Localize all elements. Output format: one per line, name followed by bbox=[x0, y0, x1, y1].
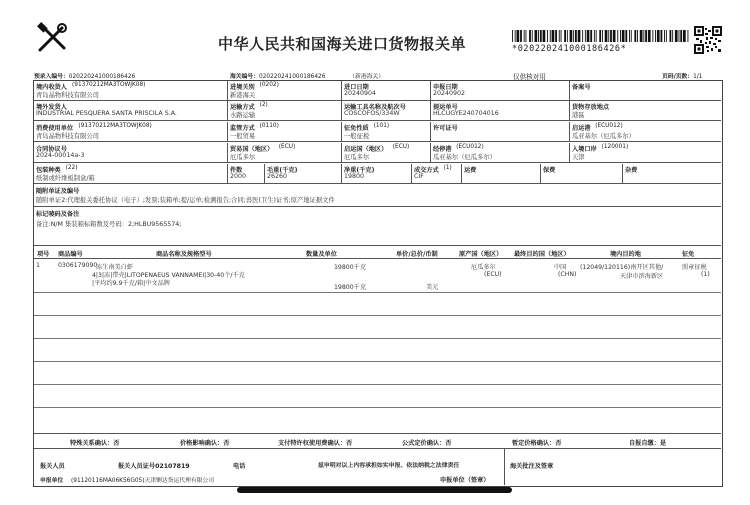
field-r5-2 bbox=[265, 164, 342, 184]
barcode-bar bbox=[643, 30, 644, 42]
pre-entry-value: 020220241000186426 bbox=[68, 74, 136, 80]
field-value: COSCOFOS/334W bbox=[344, 110, 400, 117]
barcode-bar bbox=[587, 30, 590, 42]
goods-commodity-code: 0306179090 bbox=[58, 262, 98, 269]
field-label: 启运国（地区） bbox=[344, 146, 388, 153]
barcode-bar bbox=[555, 30, 557, 42]
barcode-bar bbox=[637, 30, 638, 42]
field-code: (91370212MA3TOWJK08) bbox=[78, 123, 152, 129]
barcode-bar bbox=[640, 30, 643, 42]
goods-quantity-1: 19800千克 bbox=[334, 264, 367, 271]
field-label: 合同协议号 bbox=[36, 146, 67, 153]
goods-table-header bbox=[34, 246, 721, 259]
barcode-bar bbox=[540, 30, 542, 42]
field-r5-1 bbox=[228, 164, 265, 184]
field-r1-4 bbox=[570, 81, 721, 101]
field-r1-3 bbox=[431, 81, 570, 101]
barcode-bar bbox=[532, 30, 533, 42]
field-code: (120001) bbox=[601, 144, 629, 150]
col-item-no: 项号 bbox=[37, 251, 50, 258]
phone-label: 电话 bbox=[233, 463, 246, 470]
horizontal-scrollbar[interactable] bbox=[237, 487, 512, 493]
barcode-bar bbox=[629, 30, 630, 42]
field-value: 19800 bbox=[344, 173, 365, 180]
col-commodity-name: 商品名称及规格型号 bbox=[156, 251, 212, 258]
goods-currency: 美元 bbox=[426, 284, 439, 291]
confirmation-row bbox=[34, 433, 721, 449]
barcode-bar bbox=[524, 30, 525, 42]
col-commodity-code: 商品编号 bbox=[58, 251, 83, 258]
field-label: 运费 bbox=[464, 167, 477, 174]
field-value: 新港海关 bbox=[230, 92, 256, 99]
qr-code-icon bbox=[694, 26, 722, 54]
barcode-bar bbox=[543, 30, 546, 42]
customs-number bbox=[230, 71, 384, 80]
field-code: (0110) bbox=[259, 123, 279, 129]
barcode-bar bbox=[652, 30, 653, 42]
field-code: (1) bbox=[443, 165, 452, 171]
declaration-statement: 兹申明对以上内容承担如实申报、依法纳税之法律责任 bbox=[318, 463, 460, 469]
barcode-bar bbox=[670, 30, 672, 42]
document-title: 中华人民共和国海关进口货物报关单 bbox=[218, 35, 467, 53]
barcode-bar bbox=[664, 30, 665, 42]
goods-item-no: 1 bbox=[36, 262, 40, 269]
field-r5-6 bbox=[541, 164, 623, 184]
field-r3-3 bbox=[431, 122, 570, 142]
field-value: 厄瓜多尔 bbox=[230, 154, 256, 161]
goods-row-line bbox=[34, 315, 721, 316]
goods-origin-code: (ECU) bbox=[484, 271, 502, 278]
field-label: 包装种类 bbox=[36, 167, 61, 174]
field-value: HLCUGYE240704016 bbox=[433, 110, 499, 117]
field-r1-1 bbox=[228, 81, 342, 101]
field-label: 毛重(千克) bbox=[267, 167, 298, 174]
barcode-bar bbox=[657, 30, 660, 42]
field-value: 青岛晶物科技有限公司 bbox=[36, 133, 99, 140]
declaring-unit-seal: 申报单位（签章） bbox=[440, 477, 490, 484]
field-r5-3 bbox=[342, 164, 412, 184]
field-r3-4 bbox=[570, 122, 721, 142]
field-code: (101) bbox=[373, 123, 390, 129]
field-r4-3 bbox=[431, 143, 570, 163]
field-label: 经停港 bbox=[433, 146, 452, 153]
footer-divider bbox=[504, 448, 505, 485]
field-label: 许可证号 bbox=[433, 125, 458, 132]
field-value: 纸制或纤维板制盒/箱 bbox=[36, 175, 95, 182]
declaring-unit-label: 申报单位 bbox=[40, 478, 64, 484]
price-influence-confirm: 价格影响确认：否 bbox=[180, 440, 230, 447]
barcode-bar bbox=[672, 30, 673, 42]
goods-tax-mode: 照章征税 bbox=[682, 264, 707, 271]
barcode-bar bbox=[645, 30, 647, 42]
field-r5-4 bbox=[412, 164, 462, 184]
col-tax: 征免 bbox=[682, 251, 695, 258]
marks-remarks-label: 标记唛码及备注 bbox=[36, 211, 80, 218]
formula-pricing-confirm: 公式定价确认：否 bbox=[402, 440, 452, 447]
goods-name-line: 冻生南美白虾 bbox=[96, 264, 134, 271]
field-label: 启运港 bbox=[572, 125, 591, 132]
barcode-bar bbox=[515, 30, 516, 42]
barcode-bar bbox=[622, 30, 625, 42]
barcode-bar bbox=[596, 30, 597, 42]
declarant-cert-number: 报关人员证号02107819 bbox=[118, 463, 190, 470]
barcode-bar bbox=[634, 30, 636, 42]
field-value: 20240902 bbox=[433, 90, 466, 97]
barcode-image bbox=[512, 30, 690, 42]
barcode-bar bbox=[680, 30, 682, 42]
barcode-bar bbox=[683, 30, 686, 42]
barcode-bar bbox=[608, 30, 609, 42]
goods-row bbox=[34, 259, 721, 292]
field-label: 运输方式 bbox=[230, 104, 255, 111]
field-r2-3 bbox=[431, 101, 570, 121]
field-r3-1 bbox=[228, 122, 342, 142]
field-value: 20240904 bbox=[344, 90, 377, 97]
barcode-bar bbox=[570, 30, 573, 42]
field-r3-2 bbox=[342, 122, 431, 142]
barcode-bar bbox=[675, 30, 678, 42]
field-label: 保费 bbox=[543, 167, 556, 174]
page-label: 页码/页数： bbox=[662, 74, 694, 80]
customs-office-name: （新港海关） bbox=[349, 74, 385, 80]
col-price: 单价/总价/币制 bbox=[396, 251, 438, 258]
field-label: 净重(千克) bbox=[344, 167, 375, 174]
goods-domestic-destination: (12049/120116)南开区其他/ bbox=[580, 264, 664, 271]
field-r4-1 bbox=[228, 143, 342, 163]
special-relationship-confirm: 特殊关系确认：否 bbox=[70, 440, 120, 447]
barcode-bar bbox=[613, 30, 616, 42]
field-code: (2) bbox=[259, 102, 268, 108]
barcode-bar bbox=[520, 30, 522, 42]
barcode-bar bbox=[594, 30, 595, 42]
goods-domestic-destination-2: 天津市滨海新区 bbox=[620, 273, 664, 280]
field-r2-4 bbox=[570, 101, 721, 121]
barcode-bar bbox=[599, 30, 601, 42]
page-number bbox=[662, 71, 702, 80]
page-value: 1/1 bbox=[693, 74, 703, 80]
goods-row-line bbox=[34, 361, 721, 362]
field-label: 备案号 bbox=[572, 84, 591, 91]
field-label: 运输工具名称及航次号 bbox=[344, 104, 406, 111]
field-label: 杂费 bbox=[625, 167, 638, 174]
barcode-bar bbox=[617, 30, 618, 42]
barcode-bar bbox=[575, 30, 577, 42]
marks-remarks-cell bbox=[34, 207, 721, 246]
field-r4-4 bbox=[570, 143, 721, 163]
field-r5-0 bbox=[34, 164, 228, 184]
field-label: 征免性质 bbox=[344, 125, 369, 132]
col-destination: 最终目的国（地区） bbox=[514, 251, 570, 258]
barcode-bar bbox=[561, 30, 562, 42]
barcode-bar bbox=[550, 30, 551, 42]
customs-emblem-icon bbox=[34, 20, 70, 56]
goods-row-line bbox=[34, 384, 721, 385]
field-code: (91370212MA3TOWJK08) bbox=[72, 82, 146, 88]
field-label: 成交方式 bbox=[414, 167, 439, 174]
goods-row-line bbox=[34, 338, 721, 339]
barcode-bar bbox=[517, 30, 520, 42]
barcode-bar bbox=[547, 30, 548, 42]
declaring-unit-value: (91120116MA06K56G05)天津铡达货运代理有限公司 bbox=[71, 478, 215, 484]
field-label: 货物存放地点 bbox=[572, 104, 610, 111]
field-value: 港區 bbox=[572, 112, 585, 119]
field-value: 厄瓜多尔 bbox=[344, 154, 370, 161]
customs-number-label: 海关编号： bbox=[230, 74, 259, 80]
customs-number-value: 020220241000186426 bbox=[259, 74, 326, 80]
barcode-bar bbox=[567, 30, 568, 42]
verification-note: 仅供核对用 bbox=[513, 73, 546, 81]
field-code: (ECU012) bbox=[456, 144, 484, 150]
field-label: 进境关别 bbox=[230, 84, 255, 91]
goods-destination-code: (CHN) bbox=[558, 271, 577, 278]
barcode-bar bbox=[666, 30, 667, 42]
provisional-price-confirm: 暂定价格确认：否 bbox=[512, 440, 562, 447]
barcode-bar bbox=[688, 30, 689, 42]
barcode-bar bbox=[552, 30, 555, 42]
field-r3-0 bbox=[34, 122, 228, 142]
field-label: 境内收货人 bbox=[36, 84, 67, 91]
field-r2-1 bbox=[228, 101, 342, 121]
field-r4-0 bbox=[34, 143, 228, 163]
royalty-confirm: 支付特许权使用费确认：否 bbox=[278, 440, 353, 447]
field-r1-0 bbox=[34, 81, 228, 101]
field-value: 天津 bbox=[572, 154, 585, 161]
barcode-bar bbox=[538, 30, 539, 42]
marks-remarks-value: 备注:N/M 集装箱标箱数及号码：2;HLBU9565574; bbox=[36, 221, 182, 228]
barcode-bar bbox=[578, 30, 581, 42]
barcode-bar bbox=[655, 30, 656, 42]
field-value: INDUSTRIAL PESQUERA SANTA PRISCILA S.A. bbox=[36, 110, 177, 117]
barcode-bar bbox=[585, 30, 586, 42]
field-value: 2024-00014a-3 bbox=[36, 152, 85, 159]
barcode-bar bbox=[661, 30, 663, 42]
barcode-bar bbox=[648, 30, 651, 42]
field-label: 件数 bbox=[230, 167, 243, 174]
customs-remark-label: 海关批注及签章 bbox=[510, 463, 554, 470]
field-r2-0 bbox=[34, 101, 228, 121]
field-r4-2 bbox=[342, 143, 431, 163]
barcode-bar bbox=[610, 30, 612, 42]
attached-documents-label: 随附单证及编号 bbox=[36, 188, 80, 195]
barcode-bar bbox=[526, 30, 527, 42]
barcode-bar bbox=[582, 30, 583, 42]
goods-name-line: |平均约9.9千克/箱|中文品牌 bbox=[92, 280, 170, 287]
barcode-bar bbox=[679, 30, 680, 42]
field-value: CIF bbox=[414, 173, 424, 180]
field-label: 申报日期 bbox=[433, 84, 458, 91]
goods-destination: 中国 bbox=[554, 264, 567, 271]
field-r5-7 bbox=[623, 164, 721, 184]
field-label: 境外发货人 bbox=[36, 104, 67, 111]
barcode-bar bbox=[605, 30, 608, 42]
field-label: 消费使用单位 bbox=[36, 125, 74, 132]
field-value: 瓜亚基尔（厄瓜多尔） bbox=[433, 154, 496, 161]
field-r2-2 bbox=[342, 101, 431, 121]
field-code: (ECU012) bbox=[595, 123, 623, 129]
field-label: 监管方式 bbox=[230, 125, 255, 132]
field-value: 一般贸易 bbox=[230, 133, 256, 140]
goods-name-line: 4|3|冻|带壳|LITOPENAEUS VANNAMEI|30-40个/千克 bbox=[92, 272, 245, 279]
col-origin: 原产国（地区） bbox=[459, 251, 503, 258]
barcode-bar bbox=[631, 30, 632, 42]
goods-tax-code: (1) bbox=[701, 271, 710, 278]
field-value: 瓜亚基尔（厄瓜多尔） bbox=[572, 133, 635, 140]
attached-documents-cell bbox=[34, 184, 721, 207]
barcode-bar bbox=[625, 30, 627, 42]
field-label: 进口日期 bbox=[344, 84, 369, 91]
pre-entry-number bbox=[34, 71, 135, 80]
barcode-bar bbox=[529, 30, 531, 42]
field-label: 入境口岸 bbox=[572, 146, 597, 153]
field-code: (ECU) bbox=[392, 144, 410, 150]
field-value: 26260 bbox=[267, 173, 288, 180]
declarant-label: 报关人员 bbox=[40, 463, 65, 470]
field-r1-2 bbox=[342, 81, 431, 101]
field-r5-5 bbox=[462, 164, 541, 184]
barcode-bar bbox=[573, 30, 574, 42]
barcode-bar bbox=[602, 30, 603, 42]
field-code: (ECU) bbox=[278, 144, 296, 150]
self-report-confirm: 自报自缴：是 bbox=[629, 440, 667, 447]
attached-documents-value: 随附单证2:代理报关委托协议（电子）;发票;装箱单;提/运单;检测报告;合同;兽医(卫生)证书;原产地证据文件 bbox=[36, 197, 335, 204]
col-quantity: 数量及单位 bbox=[306, 251, 337, 258]
field-label: 提运单号 bbox=[433, 104, 458, 111]
field-code: (22) bbox=[65, 165, 78, 171]
col-domestic-destination: 境内目的地 bbox=[610, 251, 641, 258]
field-value: 青岛晶物科技有限公司 bbox=[36, 92, 99, 99]
goods-row-line bbox=[34, 292, 721, 293]
goods-quantity-2: 19800千克 bbox=[334, 284, 367, 291]
goods-origin: 厄瓜多尔 bbox=[471, 264, 496, 271]
field-label: 贸易国（地区） bbox=[230, 146, 274, 153]
barcode-bar bbox=[590, 30, 592, 42]
barcode-bar bbox=[512, 30, 513, 42]
field-code: (0202) bbox=[259, 82, 279, 88]
barcode-bar bbox=[559, 30, 560, 42]
barcode-bar bbox=[564, 30, 566, 42]
barcode-number: *020220241000186426* bbox=[512, 44, 627, 54]
pre-entry-label: 预录入编号： bbox=[34, 74, 69, 80]
declaring-unit bbox=[40, 475, 214, 484]
barcode-bar bbox=[620, 30, 621, 42]
field-value: 一般征税 bbox=[344, 133, 370, 140]
goods-row-line bbox=[34, 407, 721, 408]
field-value: 2000 bbox=[230, 173, 247, 180]
field-value: 水路运输 bbox=[230, 112, 256, 119]
barcode-bar bbox=[535, 30, 538, 42]
